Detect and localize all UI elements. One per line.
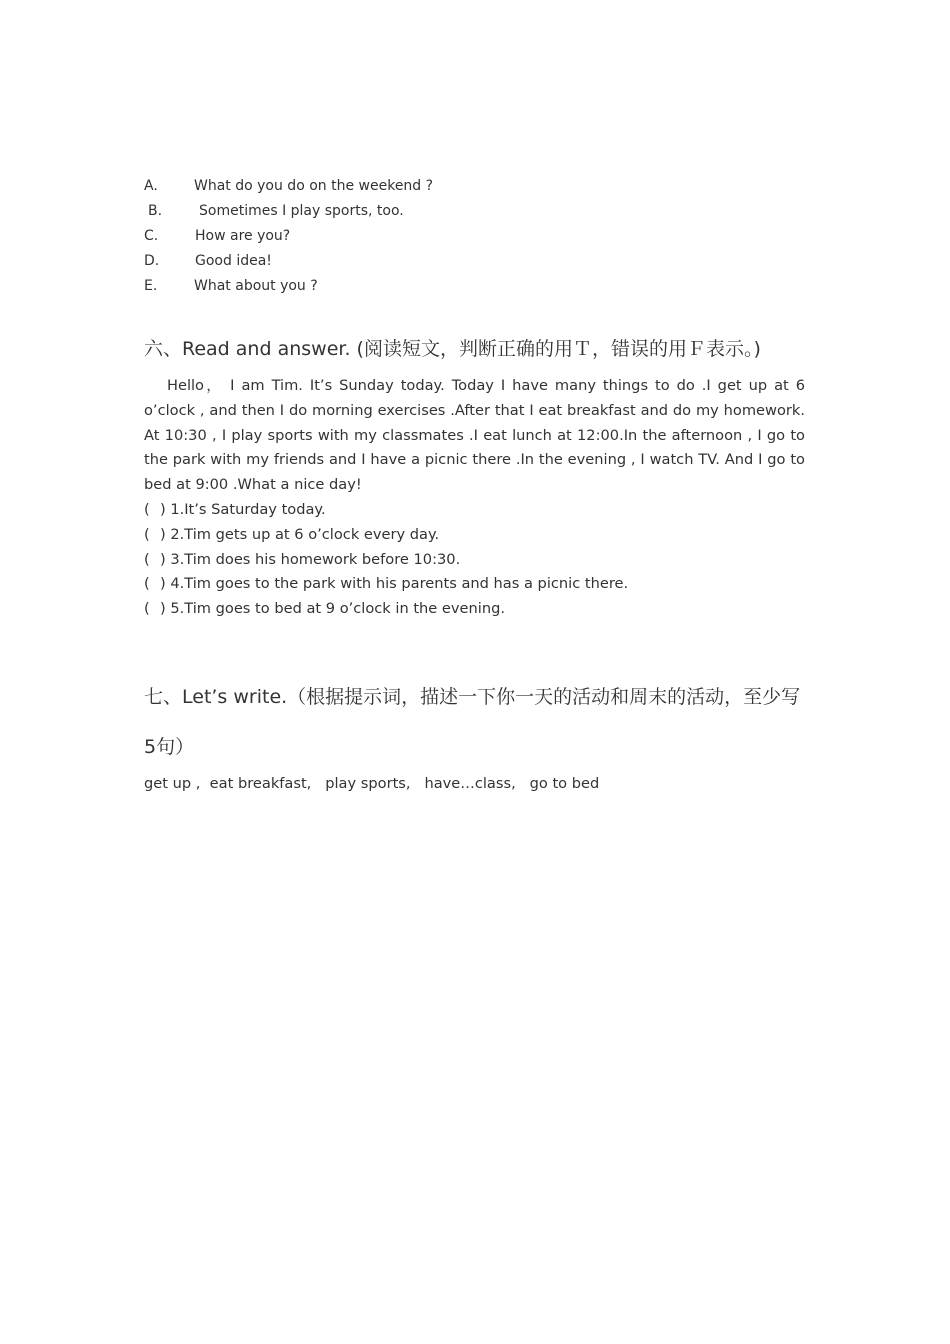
writing-hint-words: get up , eat breakfast, play sports, have…class, go to bed	[144, 775, 600, 792]
answer-blank-paren: (	[144, 575, 150, 593]
answer-blank-paren: (	[144, 525, 150, 543]
option-text: Sometimes I play sports, too.	[199, 203, 404, 219]
option-letter: A.	[144, 178, 158, 194]
option-d	[144, 251, 805, 276]
statement-row	[144, 597, 805, 622]
statement-row	[144, 498, 805, 523]
reading-passage: Hello， I am Tim. It’s Sunday today. Today I have many things to do .I get up at 6 o’clock , and then I do morning exercises .After that I eat breakfast and do my homework. At 10:30 , I play sports with my classmates .I eat lunch at 12:00.In the afternoon , I go to the park with my friends and I have a picnic there .In the evening , I watch TV. And I go to bed at 9:00 .What a nice day!	[144, 377, 805, 494]
answer-blank-paren: (	[144, 501, 150, 518]
true-false-statements	[144, 498, 805, 622]
statement-text: ) 2.Tim gets up at 6 o’clock every day.	[160, 525, 440, 543]
option-text: How are you?	[195, 228, 291, 244]
statement-row	[144, 523, 805, 548]
statement-row	[144, 548, 805, 573]
statement-text: ) 3.Tim does his homework before 10:30.	[160, 550, 461, 568]
option-letter: C.	[144, 228, 159, 244]
answer-blank-paren: (	[144, 600, 150, 618]
option-text: What do you do on the weekend ?	[194, 178, 434, 194]
statement-row	[144, 572, 805, 597]
option-b	[144, 201, 805, 226]
section-seven-heading-continued: 5句）	[144, 736, 195, 758]
statement-text: ) 5.Tim goes to bed at 9 o’clock in the evening.	[160, 600, 505, 618]
statement-text: ) 1.It’s Saturday today.	[160, 501, 326, 518]
option-text: What about you ?	[194, 278, 318, 294]
option-letter: D.	[144, 253, 160, 269]
option-a	[144, 176, 805, 201]
answer-options-list	[144, 176, 805, 301]
option-text: Good idea!	[195, 253, 272, 269]
option-letter: E.	[144, 278, 158, 294]
option-e	[144, 276, 805, 301]
statement-text: ) 4.Tim goes to the park with his parents and has a picnic there.	[160, 575, 629, 593]
section-six-heading: 六、Read and answer. (阅读短文，判断正确的用Ｔ，错误的用Ｆ表示。)	[144, 338, 761, 360]
section-seven-heading: 七、Let’s write.（根据提示词，描述一下你一天的活动和周末的活动，至少写	[144, 686, 801, 708]
option-c	[144, 226, 805, 251]
option-letter: B.	[148, 203, 163, 219]
answer-blank-paren: (	[144, 550, 150, 568]
